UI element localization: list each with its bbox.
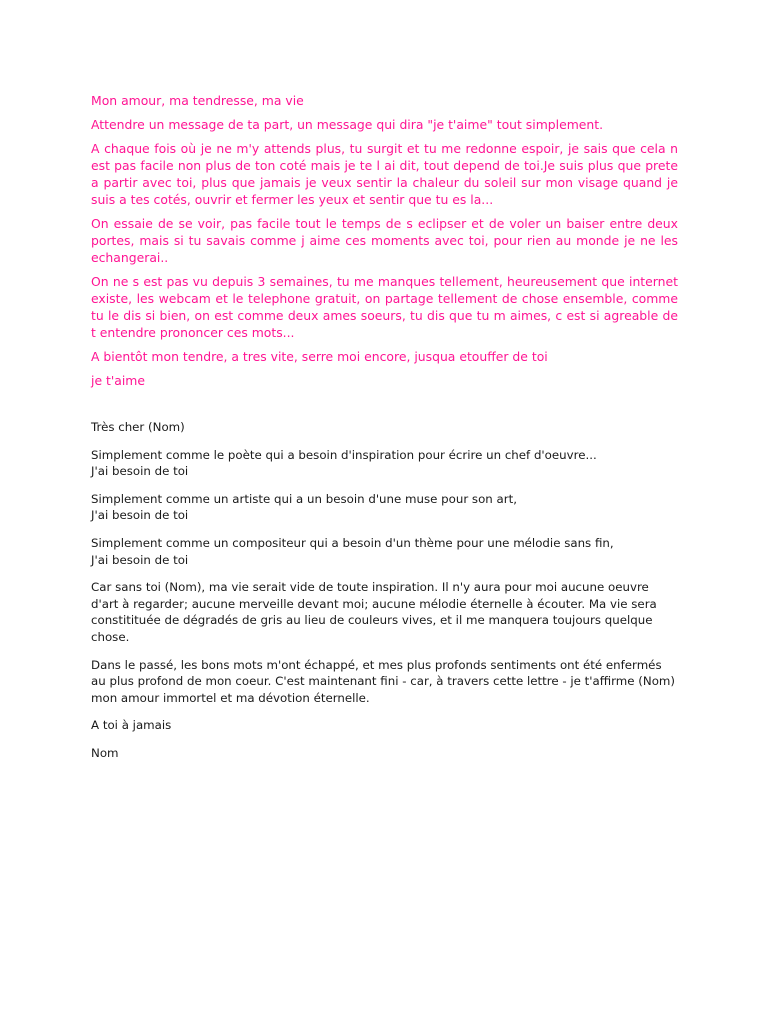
stanza-3-line-1: Simplement comme un compositeur qui a besoin d'un thème pour une mélodie sans fin, [91, 535, 614, 550]
stanza-1-line-1: Simplement comme le poète qui a besoin d'inspiration pour écrire un chef d'oeuvre... [91, 447, 597, 462]
letter2-closing: A toi à jamais [91, 718, 172, 733]
letter2-salutation: Très cher (Nom) [91, 420, 185, 434]
letter2-stanza-1 [91, 447, 678, 480]
letter-pink [91, 92, 678, 396]
letter1-paragraph-5: A bientôt mon tendre, a tres vite, serre moi encore, jusqua etouffer de toi [91, 349, 548, 364]
letter2-paragraph-car: Car sans toi (Nom), ma vie serait vide de toute inspiration. Il n'y aura pour moi aucune oeuvre d'art à regarder; aucune merveille devant moi; aucune mélodie éternelle à écouter. Ma vie sera constitituée de dégradés de gris au lieu de couleurs vives, et il me manquera toujours quelque chose. [91, 580, 657, 644]
letter1-closing: je t'aime [91, 373, 145, 388]
stanza-3-line-2: J'ai besoin de toi [91, 552, 189, 567]
letter1-paragraph-2: A chaque fois où je ne m'y attends plus, tu surgit et tu me redonne espoir, je sais que cela n est pas facile non plus de ton coté mais je te l ai dit, tout depend de toi.Je suis plus que prete a partir avec toi, plus que jamais je veux sentir la chaleur du soleil sur mon visage quand je suis a tes cotés, ouvrir et fermer les yeux et sentir que tu es la... [91, 141, 678, 207]
stanza-1-line-2: J'ai besoin de toi [91, 464, 189, 479]
letter-black [91, 419, 678, 773]
letter2-signature: Nom [91, 745, 119, 760]
letter1-paragraph-3: On essaie de se voir, pas facile tout le temps de s eclipser et de voler un baiser entre deux portes, mais si tu savais comme j aime ces moments avec toi, pour rien au monde je ne les echangerai.. [91, 216, 678, 265]
stanza-2-line-1: Simplement comme un artiste qui a un besoin d'une muse pour son art, [91, 491, 517, 506]
letter2-paragraph-passe: Dans le passé, les bons mots m'ont échappé, et mes plus profonds sentiments ont été enfermés au plus profond de mon coeur. C'est maintenant fini - car, à travers cette lettre - je t'affirme (Nom) mon amour immortel et ma dévotion éternelle. [91, 657, 676, 705]
letter2-stanza-3 [91, 535, 678, 568]
stanza-2-line-2: J'ai besoin de toi [91, 508, 189, 523]
letter1-paragraph-4: On ne s est pas vu depuis 3 semaines, tu me manques tellement, heureusement que internet existe, les webcam et le telephone gratuit, on partage tellement de chose ensemble, comme tu le dis si bien, on est comme deux ames soeurs, tu dis que tu m aimes, c est si agreable de t entendre prononcer ces mots... [91, 274, 678, 340]
letter2-stanza-2 [91, 491, 678, 524]
letter1-paragraph-1: Attendre un message de ta part, un message qui dira "je t'aime" tout simplement. [91, 117, 604, 132]
letter1-salutation: Mon amour, ma tendresse, ma vie [91, 93, 304, 108]
